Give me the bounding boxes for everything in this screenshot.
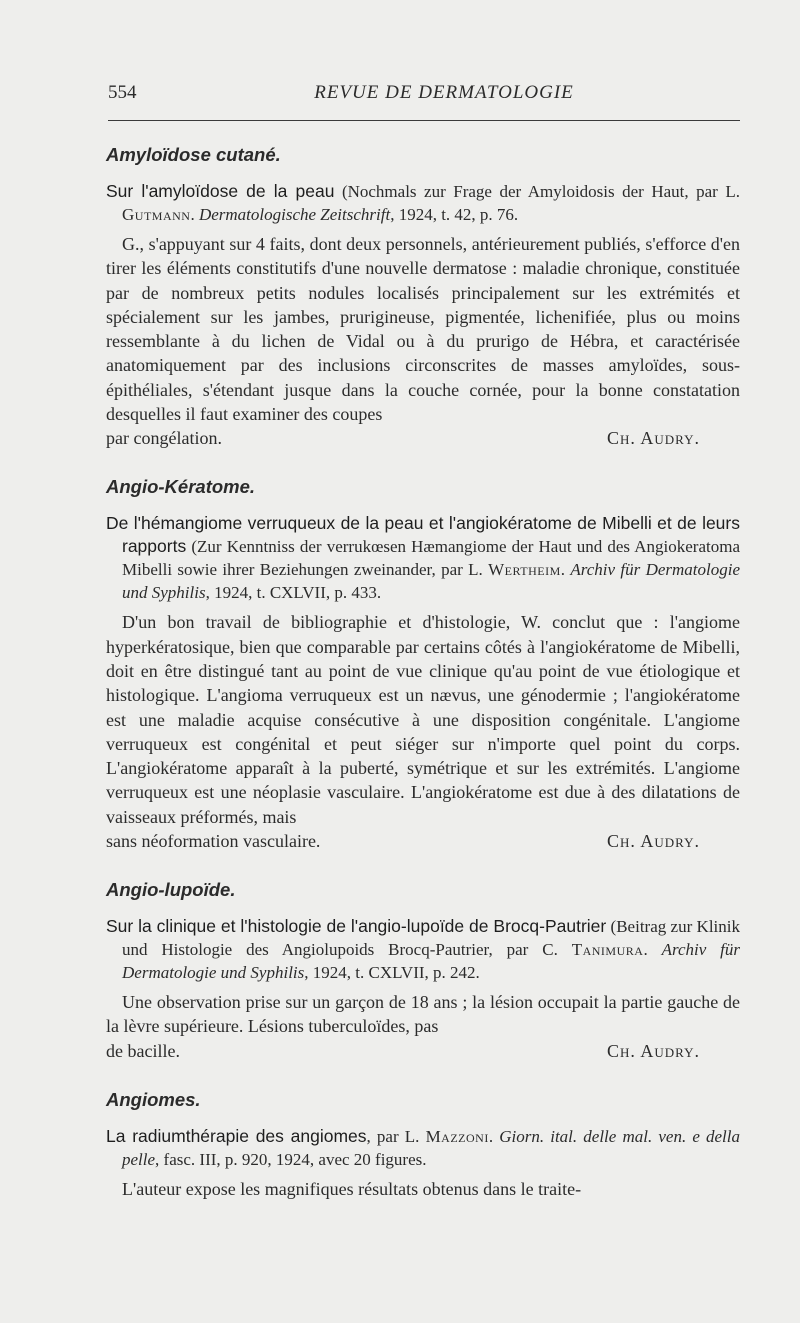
article	[106, 1125, 740, 1201]
reference-separator: .	[560, 560, 571, 580]
reference-text: (Nochmals zur Frage der Amyloidosis der Haut, par L.	[334, 182, 740, 201]
running-title: REVUE DE DERMATOLOGIE	[314, 82, 574, 103]
article-body: Une observation prise sur un garçon de 18 ans ; la lésion occupait la partie gauche de la lèvre supérieure. Lésions tuberculoïdes, pas	[106, 992, 740, 1037]
page-header	[108, 82, 740, 108]
article-title: Sur l'amyloïdose de la peau	[106, 181, 335, 201]
article	[106, 915, 740, 1063]
author-name: Mazzoni	[425, 1126, 489, 1146]
author-name: Gutmann	[122, 205, 191, 224]
article-body: L'auteur expose les magnifiques résultats obtenus dans le traite-	[122, 1178, 582, 1199]
journal-name: Dermatologische Zeitschrift	[198, 205, 391, 224]
author-name: Tanimura	[571, 940, 644, 960]
section-angio-keratome	[106, 476, 740, 853]
reference-details: , fasc. III, p. 920, 1924, avec 20 figures.	[155, 1149, 427, 1169]
reference-details: , 1924, t. 42, p. 76.	[390, 205, 519, 224]
section-angiomes	[106, 1089, 740, 1201]
section-amyloidose	[106, 144, 740, 450]
article	[106, 512, 740, 853]
article-title: De l'hémangiome verruqueux de la peau et l'angiokératome de Mibelli et de leurs rapports	[106, 513, 740, 557]
article	[106, 180, 740, 450]
article-reference	[106, 512, 740, 604]
journal-name: Archiv für Dermatologie und Syphilis	[122, 560, 741, 603]
closing-line	[106, 426, 700, 450]
section-heading: Amyloïdose cutané.	[106, 144, 281, 165]
reference-separator: .	[190, 205, 199, 224]
article-reference	[106, 1125, 740, 1171]
page-content	[106, 144, 740, 1221]
reviewer-signature: Ch. Audry.	[606, 831, 700, 852]
reference-text: , par L.	[366, 1126, 426, 1146]
journal-name: Archiv für Dermatologie und Syphilis	[122, 940, 740, 983]
article-reference	[106, 180, 740, 226]
article-reference	[106, 915, 740, 984]
reviewer-signature: Ch. Audry.	[606, 428, 700, 449]
reference-details: , 1924, t. CXLVII, p. 242.	[304, 963, 480, 983]
body-last-line: sans néoformation vasculaire.	[106, 831, 321, 852]
page-number: 554	[108, 82, 137, 103]
article-body: D'un bon travail de bibliographie et d'histologie, W. conclut que : l'angiome hyperkératosique, bien que comparable par certains côtés à l'angiokératome de Mibelli, doit en être distingué tant au point de vue clinique qu'au point de vue étiologique et histologique. L'angioma verruqueux est un nævus, une génodermie ; l'angiokératome est une maladie acquise consécutive à une disposition congénitale. L'angiome verruqueux est congénital et peut siéger sur n'importe quel point du corps. L'angiokératome apparaît à la puberté, symétrique et sur les extrémités. L'angiome verruqueux est une néoplasie vasculaire. L'angiokératome est due à des dilatations de vaisseaux préformés, mais	[106, 612, 740, 827]
article-title: La radiumthérapie des angiomes	[106, 1125, 367, 1146]
article-title: Sur la clinique et l'histologie de l'angio-lupoïde de Brocq-Pautrier	[106, 916, 607, 937]
section-heading: Angiomes.	[106, 1088, 201, 1110]
author-name: Wertheim	[488, 560, 561, 580]
reference-separator: .	[643, 940, 662, 960]
reference-separator: .	[488, 1126, 500, 1146]
reference-text: (Zur Kenntniss der verrukœsen Hæmangiome der Haut und des Angiokeratoma Mibelli sowie ihrer Beziehungen zweinander, par L.	[122, 537, 740, 580]
closing-line	[106, 1039, 700, 1063]
section-heading: Angio-lupoïde.	[106, 879, 236, 901]
reviewer-signature: Ch. Audry.	[606, 1040, 700, 1061]
reference-text: (Beitrag zur Klinik und Histologie des Angiolupoids Brocq-Pautrier, par C.	[122, 917, 740, 960]
journal-name: Giorn. ital. delle mal. ven. e della pelle	[122, 1126, 741, 1169]
header-rule	[108, 120, 740, 121]
section-angio-lupoide	[106, 879, 740, 1063]
article-body: G., s'appuyant sur 4 faits, dont deux personnels, antérieurement publiés, s'efforce d'en tirer les éléments constitutifs d'une nouvelle dermatose : maladie chronique, constituée par de nombreux petits nodules localisés principalement sur les extrémités et spécialement sur les jambes, prurigineuse, pigmentée, lichenifiée, plus ou moins ressemblante à du lichen de Vidal ou à du prurigo de Hébra, et caractérisée anatomiquement par des inclusions circonscrites de masses amyloïdes, sous-épithéliales, s'étendant jusque dans la couche cornée, pour la bonne constatation desquelles il faut examiner des coupes	[106, 234, 740, 425]
reference-details: , 1924, t. CXLVII, p. 433.	[205, 583, 382, 603]
body-last-line: de bacille.	[106, 1040, 180, 1061]
closing-line	[106, 829, 700, 853]
section-heading: Angio-Kératome.	[106, 476, 256, 498]
body-last-line: par congélation.	[106, 428, 222, 449]
